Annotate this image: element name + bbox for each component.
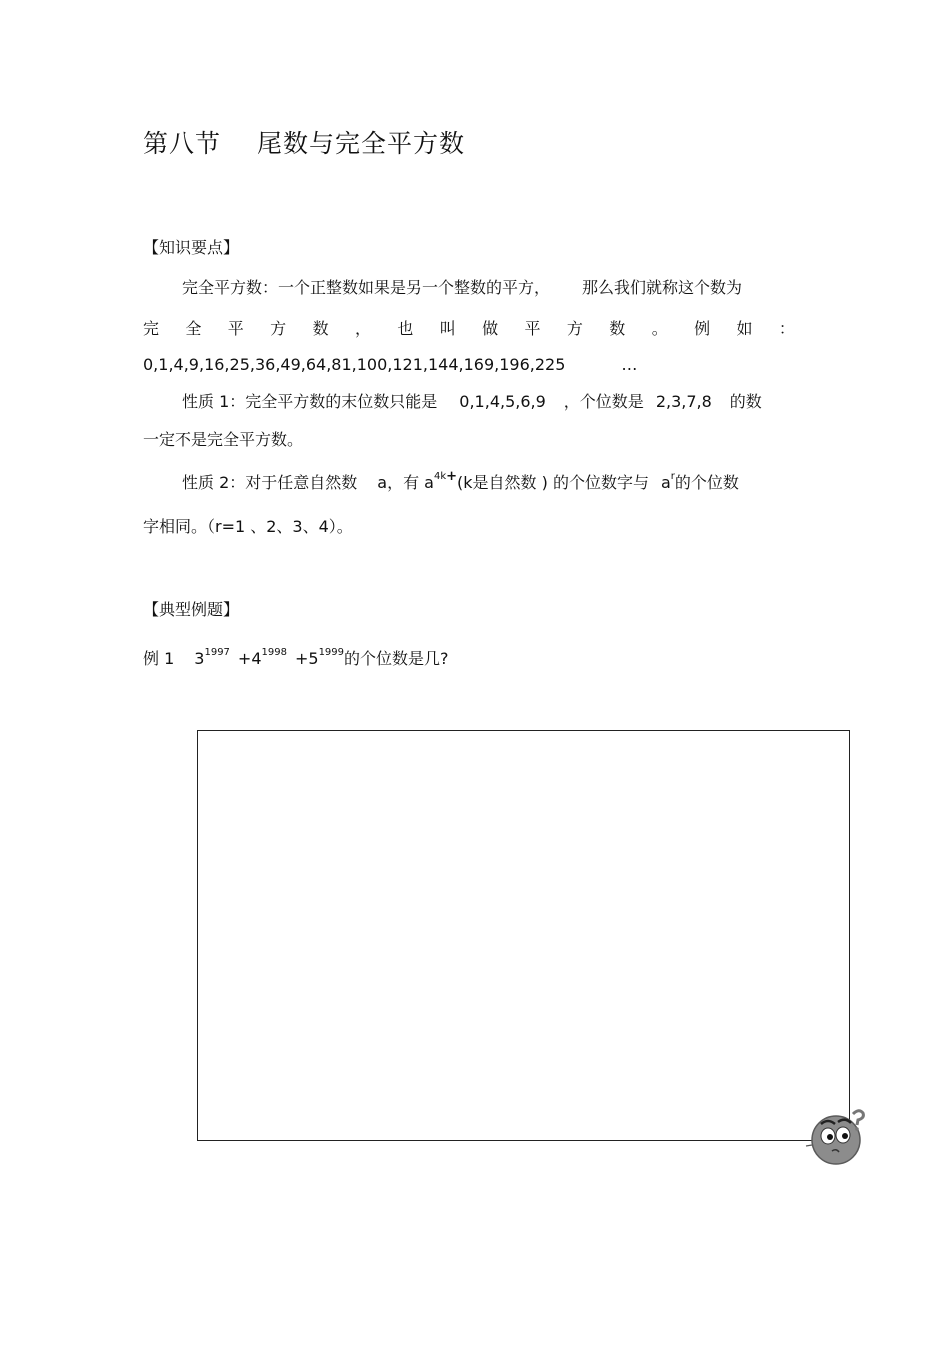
knowledge-header: 【知识要点】: [143, 238, 240, 257]
example-1-exp-1999: 1999: [318, 647, 345, 658]
property1-digits: 0,1,4,5,6,9: [459, 392, 546, 411]
section-number: 第八节: [143, 129, 222, 158]
definition-line-2-char: 数: [312, 319, 329, 338]
example-1-plus-1: +: [237, 649, 252, 668]
property2-text-a: 性质 2：对于任意自然数: [182, 473, 358, 492]
example-1-exp-1997: 1997: [204, 647, 230, 658]
example-1-label: 例 1: [143, 649, 175, 668]
definition-line-2-char: 平: [524, 319, 541, 338]
property-1-line-2: 一定不是完全平方数。: [143, 430, 304, 449]
definition-line-2-char: ：: [778, 319, 795, 338]
property2-text-b: (k是自然数 ) 的个位数字与: [457, 473, 649, 492]
definition-line-2-char: 例: [694, 319, 711, 338]
example-1-exp-1998: 1998: [261, 647, 287, 658]
definition-line-2-char: 方: [566, 319, 583, 338]
example-numbers-line: [143, 355, 637, 374]
example-1-question: 的个位数是几?: [344, 649, 449, 668]
property2-exponent-r: r: [670, 471, 675, 482]
property1-nondigits: 2,3,7,8: [655, 392, 712, 411]
example-1-base-4: 4: [251, 649, 262, 668]
examples-header: 【典型例题】: [143, 600, 240, 619]
property2-var-a: a: [660, 473, 671, 492]
definition-line-2-char: 完: [143, 319, 160, 338]
example-1: [143, 649, 449, 669]
definition-line-1: [182, 278, 742, 298]
example-ellipsis: …: [621, 355, 638, 374]
page-title: [143, 124, 465, 160]
property-2-line-1: [182, 469, 739, 493]
definition-text-b: 那么我们就称这个数为: [582, 278, 743, 297]
definition-line-2-char: 平: [227, 319, 244, 338]
definition-line-2-char: 全: [185, 319, 202, 338]
example-1-base-3: 3: [194, 649, 205, 668]
property2-text-c: 的个位数: [674, 473, 739, 492]
definition-line-2-char: 也: [397, 319, 414, 338]
thinking-face-icon: [803, 1104, 869, 1166]
property-2-line-2: 字相同。（r=1 、2、3、4）。: [143, 517, 353, 536]
property-1-line-1: [182, 392, 762, 412]
section-title: 尾数与完全平方数: [257, 129, 466, 158]
definition-text-a: 完全平方数：一个正整数如果是另一个整数的平方，: [182, 278, 551, 297]
definition-line-2-char: 。: [651, 319, 668, 338]
definition-line-2-char: 方: [270, 319, 287, 338]
definition-line-2-char: 如: [736, 319, 753, 338]
property1-text-c: 的数: [729, 392, 762, 411]
definition-line-2-char: 数: [609, 319, 626, 338]
definition-line-2: [143, 316, 795, 339]
definition-line-2-char: 做: [482, 319, 499, 338]
definition-line-2-char: ，: [354, 319, 371, 338]
example-numbers: 0,1,4,9,16,25,36,49,64,81,100,121,144,169,196,225: [143, 355, 566, 374]
example-1-base-5: 5: [308, 649, 319, 668]
property1-text-b: ，个位数是: [563, 392, 644, 411]
property1-text-a: 性质 1：完全平方数的末位数只能是: [182, 392, 438, 411]
property2-plus: +: [446, 469, 458, 484]
answer-box[interactable]: [197, 730, 850, 1141]
definition-line-2-char: 叫: [439, 319, 456, 338]
property2-var: a，有 a: [377, 473, 434, 492]
example-1-plus-2: +: [294, 649, 309, 668]
property2-exponent: 4k: [433, 471, 447, 482]
